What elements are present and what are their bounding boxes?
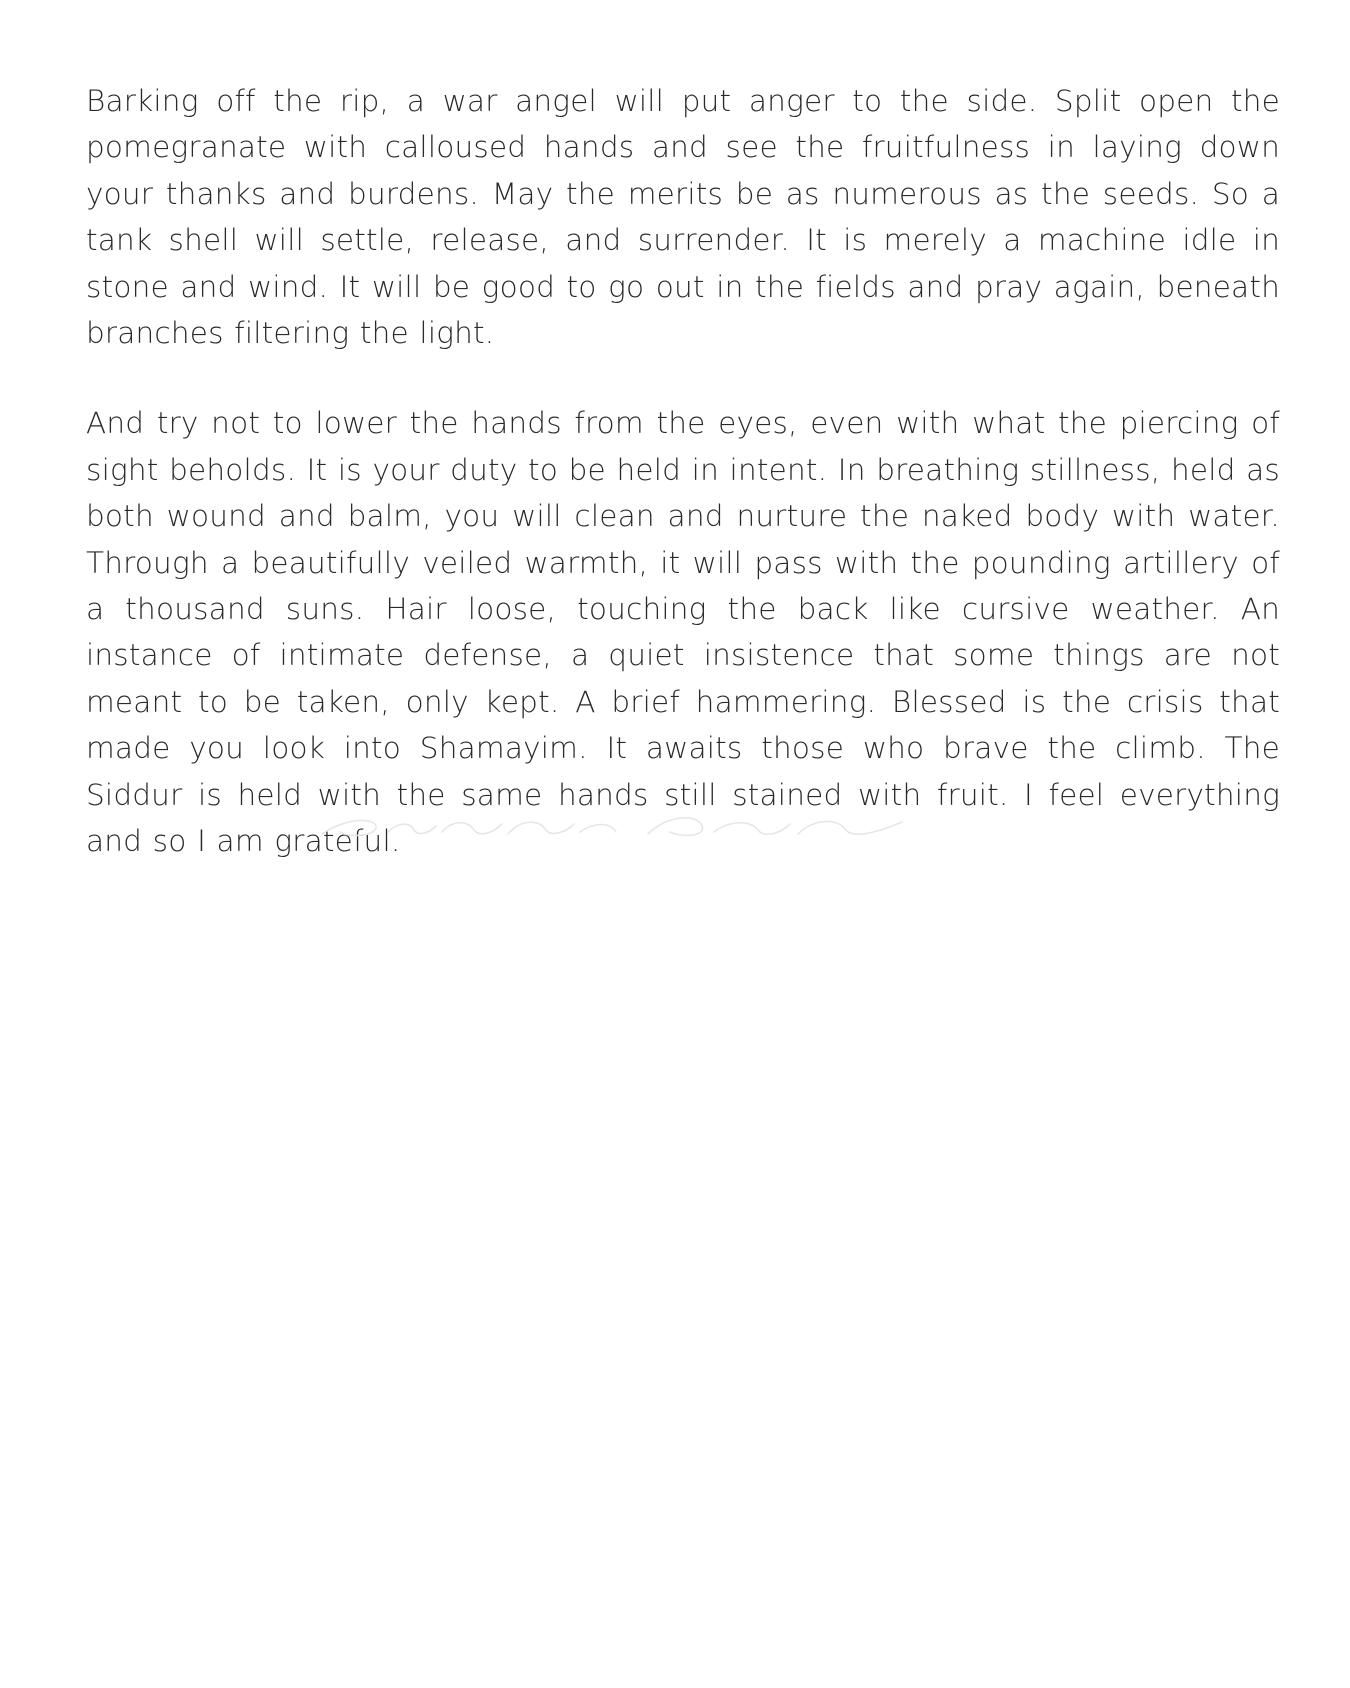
text-body (86, 78, 1280, 865)
paragraph-1: Barking off the rip, a war angel will put anger to the side. Split open the pomegranate with calloused hands and see the fruitfulness in laying down your thanks and burdens. May the merits be as numerous as the seeds. So a tank shell will settle, release, and surrender. It is merely a machine idle in stone and wind. It will be good to go out in the fields and pray again, beneath branches filtering the light. (86, 84, 1280, 351)
paragraph-2: And try not to lower the hands from the eyes, even with what the piercing of sight beholds. It is your duty to be held in intent. In breathing stillness, held as both wound and balm, you will clean and nurture the naked body with water. Through a beautifully veiled warmth, it will pass with the pounding artillery of a thousand suns. Hair loose, touching the back like cursive weather. An instance of intimate defense, a quiet insistence that some things are not meant to be taken, only kept. A brief hammering. Blessed is the crisis that made you look into Shamayim. It awaits those who brave the climb. The Siddur is held with the same hands still stained with fruit. I feel everything and so I am grateful. (86, 406, 1280, 859)
